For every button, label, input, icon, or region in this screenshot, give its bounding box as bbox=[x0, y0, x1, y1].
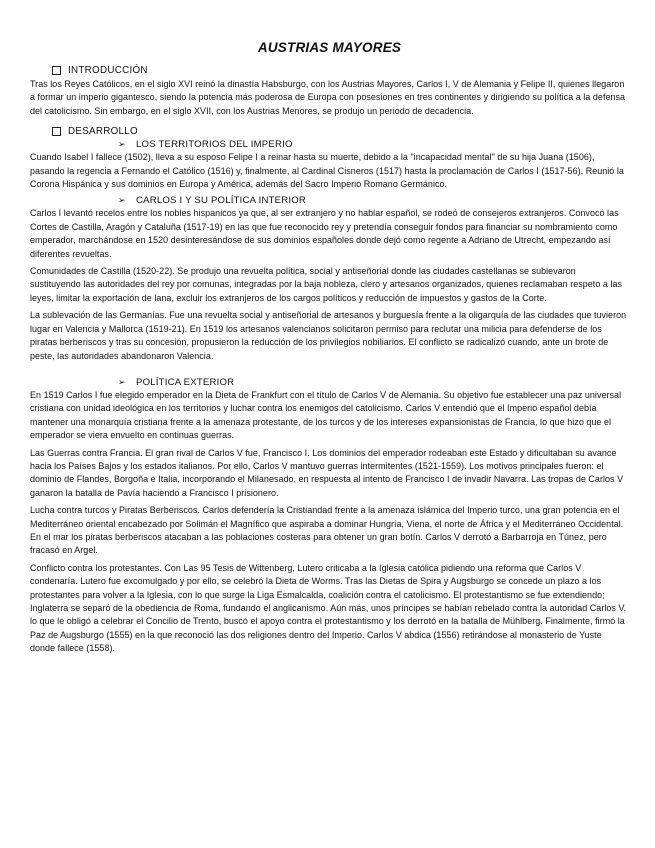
paragraph: La sublevación de las Germanías. Fue una revuelta social y antiseñorial de artesanos y burguesía frente a la oligarquía de las ciudades que tuvieron lugar en Valencia y Mallorca (1519-21). En 1519 los artesanos valencianos solicitaron permiso para reclutar una milicia para defenderse de los piratas berberiscos y tras su concesión, propusieron la reducción de los privilegios nobiliarios. El conflicto se radicalizó cuando, ante un brote de peste, las autoridades abandonaron Valencia. bbox=[30, 310, 627, 361]
subsection-heading-territorios bbox=[118, 139, 629, 150]
paragraph: Cuando Isabel I fallece (1502), lleva a su esposo Felipe I a reinar hasta su muerte, debido a la "incapacidad mental" de su hija Juana (1506), pasando la regencia a Fernando el Católico (1516) y, finalmente, al Cardinal Cisneros (1517) hasta la proclamación de Carlos I (1517-56). Reunió la Corona Hispánica y sus dominios en Europa y América, además del Sacro Imperio Romano Germánico. bbox=[30, 152, 624, 190]
paragraph: Lucha contra turcos y Piratas Berberiscos. Carlos defendería la Cristiandad frente a la amenaza islámica del Imperio turco, una gran potencia en el Mediterráneo oriental encabezado por Solimán el Magnífico que aspiraba a dominar Hungría, Viena, el norte de África y el Mediterráneo Occidental. En el mar los piratas berberiscos atacaban a las poblaciones costeras para obtener un gran botín. Carlos V derrotó a Barbarroja en Túnez, pero fracasó en Argel. bbox=[30, 505, 624, 556]
paragraph: Comunidades de Castilla (1520-22). Se produjo una revuelta política, social y antiseñorial donde las ciudades castellanas se sublevaron sustituyendo las autoridades del rey por comunas, integradas por la baja nobleza, clero y artesanos organizados, quienes reclamaban respeto a las leyes, limitar la exportación de lana, excluir los extranjeros de los cargos políticos y reducción de impuestos y gastos de la Corte. bbox=[30, 266, 623, 303]
arrow-bullet-icon: ➢ bbox=[118, 376, 126, 387]
paragraph: Conflicto contra los protestantes. Con Las 95 Tesis de Wittenberg, Lutero criticaba a la Iglesia católica pidiendo una reforma que Carlos V condenaría. Lutero fue excomulgado y por ello, se celebró la Dieta de Worms. Tras las Dietas de Spira y Augsburgo se concede un plazo a los protestantes para volver a la Iglesia, con lo que surge la Liga Esmalcalda, coalición contra el catolicismo. El protestantismo se fue extendiendo; Inglaterra se separó de la obediencia de Roma, fundando el anglicanismo. Aún más, unos príncipes se habían rebelado contra la autoridad Carlos V, lo que le obligó a celebrar el Concilio de Trento, buscó el apoyo contra el protestantismo y los derrotó en la batalla de Mühlberg. Finalmente, firmó la Paz de Augsburgo (1555) en la que reconoció las dos religiones dentro del Imperio. Carlos V abdica (1556) retirándose al monasterio de Yuste donde fallece (1558). bbox=[30, 562, 627, 654]
checkbox-icon bbox=[52, 127, 61, 136]
arrow-bullet-icon: ➢ bbox=[118, 139, 126, 150]
paragraph: Carlos I levantó recelos entre los nobles hispanicos ya que, al ser extranjero y no hablar español, se rodeó de consejeros extranjeros. Convocó las Cortes de Castilla, Aragón y Cataluña (1517-19) en las que fue reconocido rey y pretendía conseguir fondos para financiar su nombramiento como emperador, marchándose en 1520 desinteresándose de sus dominios españoles donde dejó como regente a Adriano de Utrecht, empezando así diferentes revueltas. bbox=[30, 208, 619, 259]
subsection-heading-politica-exterior bbox=[118, 377, 629, 388]
section-heading-label: DESARROLLO bbox=[68, 126, 138, 138]
subsection-heading-label: LOS TERRITORIOS DEL IMPERIO bbox=[136, 139, 293, 151]
arrow-bullet-icon: ➢ bbox=[118, 195, 126, 206]
subsection-heading-label: CARLOS I Y SU POLÍTICA INTERIOR bbox=[136, 195, 307, 207]
subsection-heading-politica-interior bbox=[118, 195, 629, 206]
section-heading-desarrollo bbox=[52, 126, 629, 137]
paragraph: Las Guerras contra Francia. El gran rival de Carlos V fue, Francisco I. Los dominios del emperador rodeaban este Estado y dificultaban su avance hacia los Países Bajos y los estados italianos. Por ello, Carlos V mantuvo guerras intermitentes (1521-1559). Los motivos principales fueron: el dominio de Flandes, Borgoña e Italia, incorporando el Milanesado, en respuesta al intento de Francisco I de invadir Navarra. Las tropas de Carlos V ganaron la batalla de Pavía haciendo a Francisco I prisionero. bbox=[30, 447, 624, 498]
paragraph: Tras los Reyes Católicos, en el siglo XVI reinó la dinastía Habsburgo, con los Austrias Mayores, Carlos I, V de Alemania y Felipe II, quienes llegaron a formar un imperio gigantesco, siendo la potencia más poderosa de Europa con posesiones en tres continentes y dirigiendo su política a la defensa del catolicismo. Sin embargo, en el siglo XVII, con los Austrias Menores, se produjo un periodo de decadencia. bbox=[30, 79, 626, 116]
subsection-heading-label: POLÍTICA EXTERIOR bbox=[136, 376, 235, 388]
checkbox-icon bbox=[52, 66, 61, 75]
document-title: AUSTRIAS MAYORES bbox=[257, 40, 402, 55]
section-heading-introduccion bbox=[52, 65, 629, 76]
paragraph: En 1519 Carlos I fue elegido emperador en la Dieta de Frankfurt con el título de Carlos V de Alemania. Su objetivo fue establecer una paz universal cristiana con unidad ideológica en los territorios y luchar contra los enemigos del catolicismo. Carlos V entendió que el Imperio español debía mantener una monarquía cristiana frente a la amenaza protestante, de los turcos y de los intereses expansionistas de Francia, lo que hizo que el emperador se viera envuelto en continuas guerras. bbox=[30, 389, 622, 441]
section-heading-label: INTRODUCCIÓN bbox=[68, 65, 148, 76]
